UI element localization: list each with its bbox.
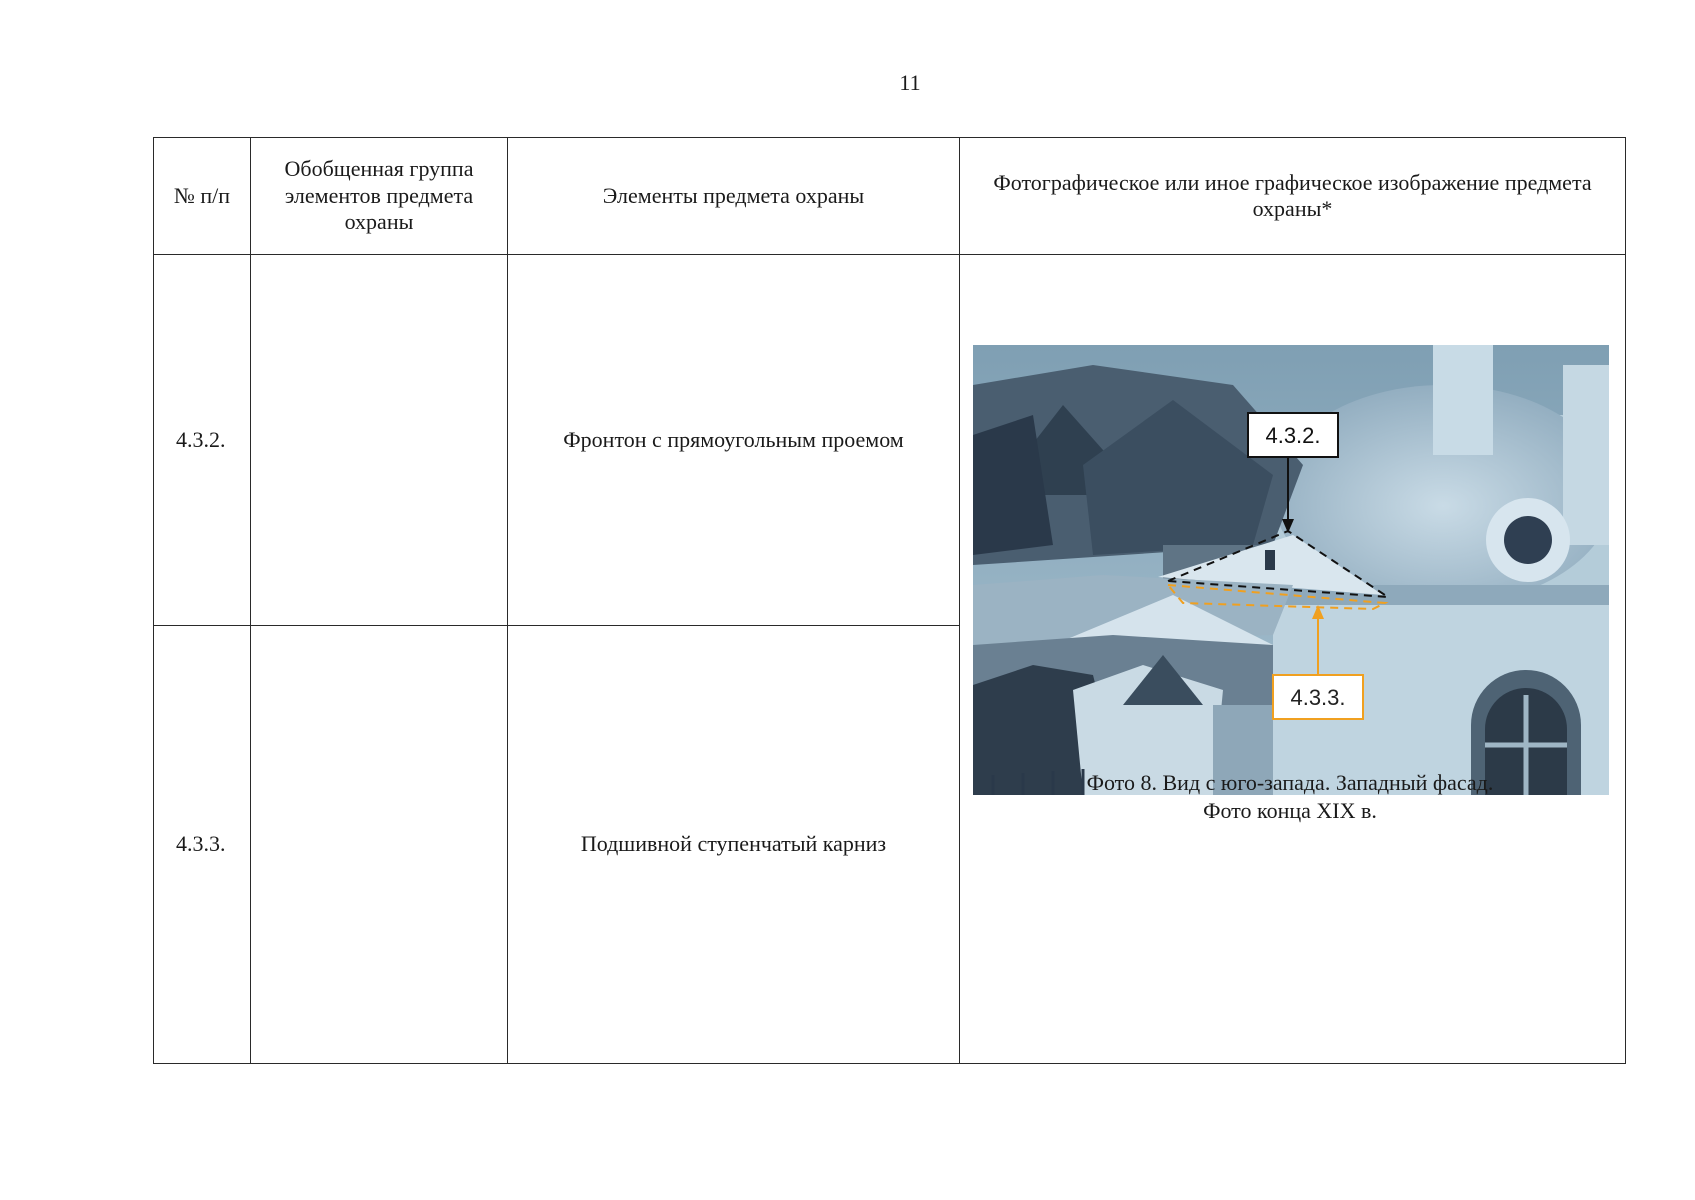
photo-cell: [960, 255, 1626, 1064]
table-header-row: [154, 138, 1626, 255]
header-num: № п/п: [154, 138, 251, 255]
historic-photo: [973, 345, 1609, 795]
photo-caption: [960, 769, 1620, 824]
row-group: [251, 255, 508, 626]
callout-label-433: 4.3.3.: [1290, 685, 1346, 710]
header-group: Обобщенная группа элементов предмета охраны: [251, 138, 508, 255]
row-num: 4.3.3.: [154, 626, 251, 1064]
protection-elements-table: [153, 137, 1626, 1064]
header-image: Фотографическое или иное графическое изображение предмета охраны*: [960, 138, 1626, 255]
row-num: 4.3.2.: [154, 255, 251, 626]
photo-figure: [973, 345, 1609, 795]
row-element: Фронтон с прямоугольным проемом: [508, 255, 960, 626]
page-number: 11: [899, 70, 921, 95]
callout-label-432: 4.3.2.: [1265, 423, 1321, 448]
row-element: Подшивной ступенчатый карниз: [508, 626, 960, 1064]
caption-line-1: Фото 8. Вид с юго-запада. Западный фасад.: [1086, 770, 1494, 795]
header-elements: Элементы предмета охраны: [508, 138, 960, 255]
caption-line-2: Фото конца XIX в.: [1203, 797, 1377, 823]
row-group: [251, 626, 508, 1064]
table-row: [154, 255, 1626, 626]
